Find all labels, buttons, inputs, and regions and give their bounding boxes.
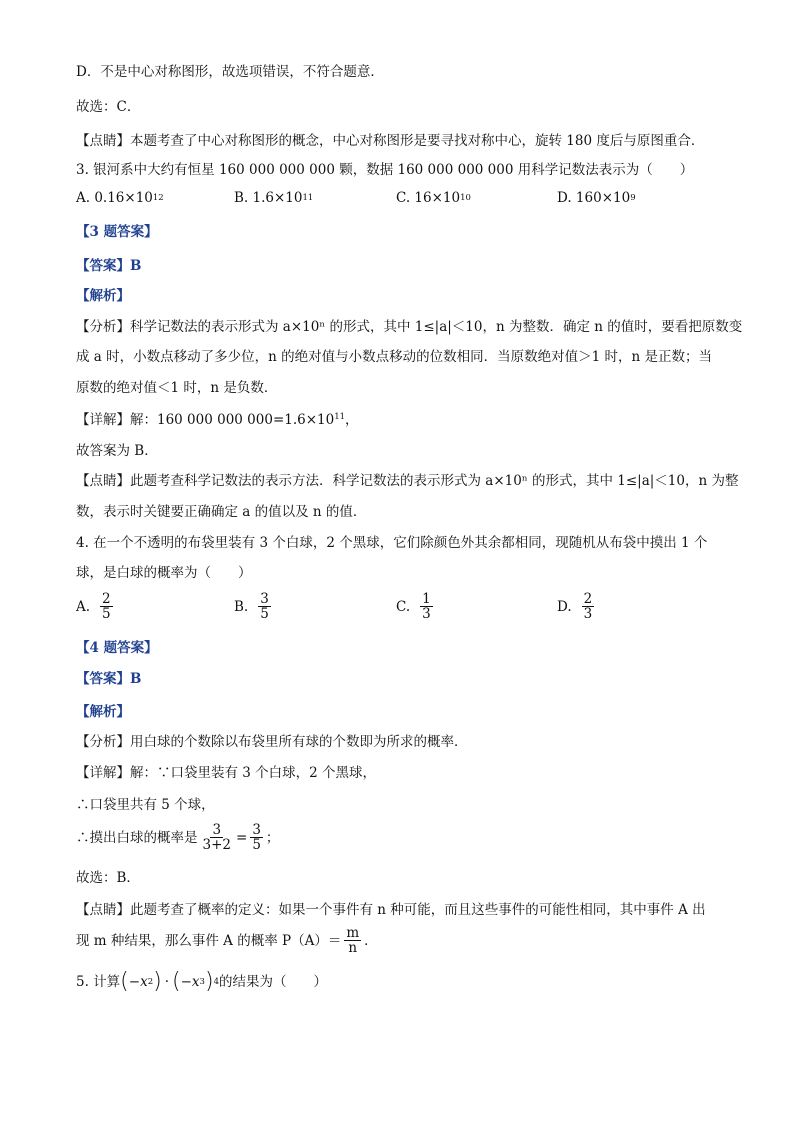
q3-option-c: C. 16×10 10: [396, 190, 471, 206]
q3-option-a: A. 0.16×10 12: [76, 190, 164, 206]
q4-answer: 【答案】B: [76, 671, 142, 687]
q3-comment: 【点睛】此题考查科学记数法的表示方法．科学记数法的表示形式为 a×10ⁿ 的形式，其中 1≤|a|＜10，n 为整: [76, 473, 739, 489]
q3-answer-tag: 【3 题答案】: [76, 224, 158, 240]
q4-option-d: D. $\frac{2}{3}$: [557, 591, 593, 623]
q4-comment: 现 m 种结果，那么事件 A 的概率 P（A）＝ $\frac{m}{n}$ ．: [76, 925, 378, 957]
q3-detail: 【详解】解：160 000 000 $000=1.6\times 10^{11}$，: [76, 412, 359, 428]
q3-analysis: 原数的绝对值＜1 时，n 是负数．: [76, 380, 278, 396]
q4-analysis: 【分析】用白球的个数除以布袋里所有球的个数即为所求的概率．: [76, 734, 468, 750]
q3-analysis: 【分析】科学记数法的表示形式为 a×10ⁿ 的形式，其中 1≤|a|＜10，n 为整数．确定 n 的值时，要看把原数变: [76, 319, 743, 335]
question-3: 3. 银河系中大约有恒星 160 000 000 000 颗，数据 160 000 000 000 用科学记数法表示为（ ）: [76, 162, 694, 178]
text-line: 【点睛】本题考查了中心对称图形的概念，中心对称图形是要寻找对称中心，旋转 180 度后与原图重合．: [76, 133, 705, 149]
q3-answer: 【答案】B: [76, 258, 142, 274]
q4-options: [76, 592, 756, 632]
q3-conclusion: 故答案为 B．: [76, 443, 158, 459]
q4-analysis-heading: 【解析】: [76, 704, 130, 720]
q4-step: ∴口袋里共有 5 个球，: [76, 797, 215, 813]
q3-analysis: 成 a 时，小数点移动了多少位，n 的绝对值与小数点移动的位数相同．当原数绝对值＞1 时，n 是正数；当: [76, 349, 712, 365]
q4-detail: 【详解】解：∵口袋里装有 3 个白球，2 个黑球，: [76, 765, 377, 781]
q4-option-c: C. $\frac{1}{3}$: [396, 591, 431, 623]
q4-answer-tag: 【4 题答案】: [76, 640, 158, 656]
q3-comment: 数，表示时关键要正确确定 a 的值以及 n 的值．: [76, 504, 367, 520]
q4-comment: 【点睛】此题考查了概率的定义：如果一个事件有 n 种可能，而且这些事件的可能性相同，其中事件 A 出: [76, 902, 706, 918]
q4-option-a: A. $\frac{2}{5}$: [76, 591, 111, 623]
q4-option-b: B. $\frac{3}{5}$: [234, 591, 269, 623]
text-line: D．不是中心对称图形，故选项错误，不符合题意．: [76, 64, 384, 80]
q3-analysis-heading: 【解析】: [76, 288, 130, 304]
q3-options: [76, 190, 756, 212]
question-5: 5. 计算 ( −x 2 ) · ( −x 3 ) 4 的结果为（ ）: [76, 969, 327, 994]
q3-option-d: D. 160×10 9: [557, 190, 636, 206]
q4-step: ∴摸出白球的概率是 $\frac{3}{3+2}$ = $\frac{3}{5}$ ；: [76, 822, 280, 854]
question-4: 球，是白球的概率为（ ）: [76, 565, 252, 581]
text-line: 故选：C．: [76, 99, 141, 115]
q4-conclusion: 故选：B．: [76, 870, 140, 886]
q3-option-b: B. 1.6×10 11: [234, 190, 314, 206]
question-4: 4. 在一个不透明的布袋里装有 3 个白球，2 个黑球，它们除颜色外其余都相同，现随机从布袋中摸出 1 个: [76, 535, 708, 551]
